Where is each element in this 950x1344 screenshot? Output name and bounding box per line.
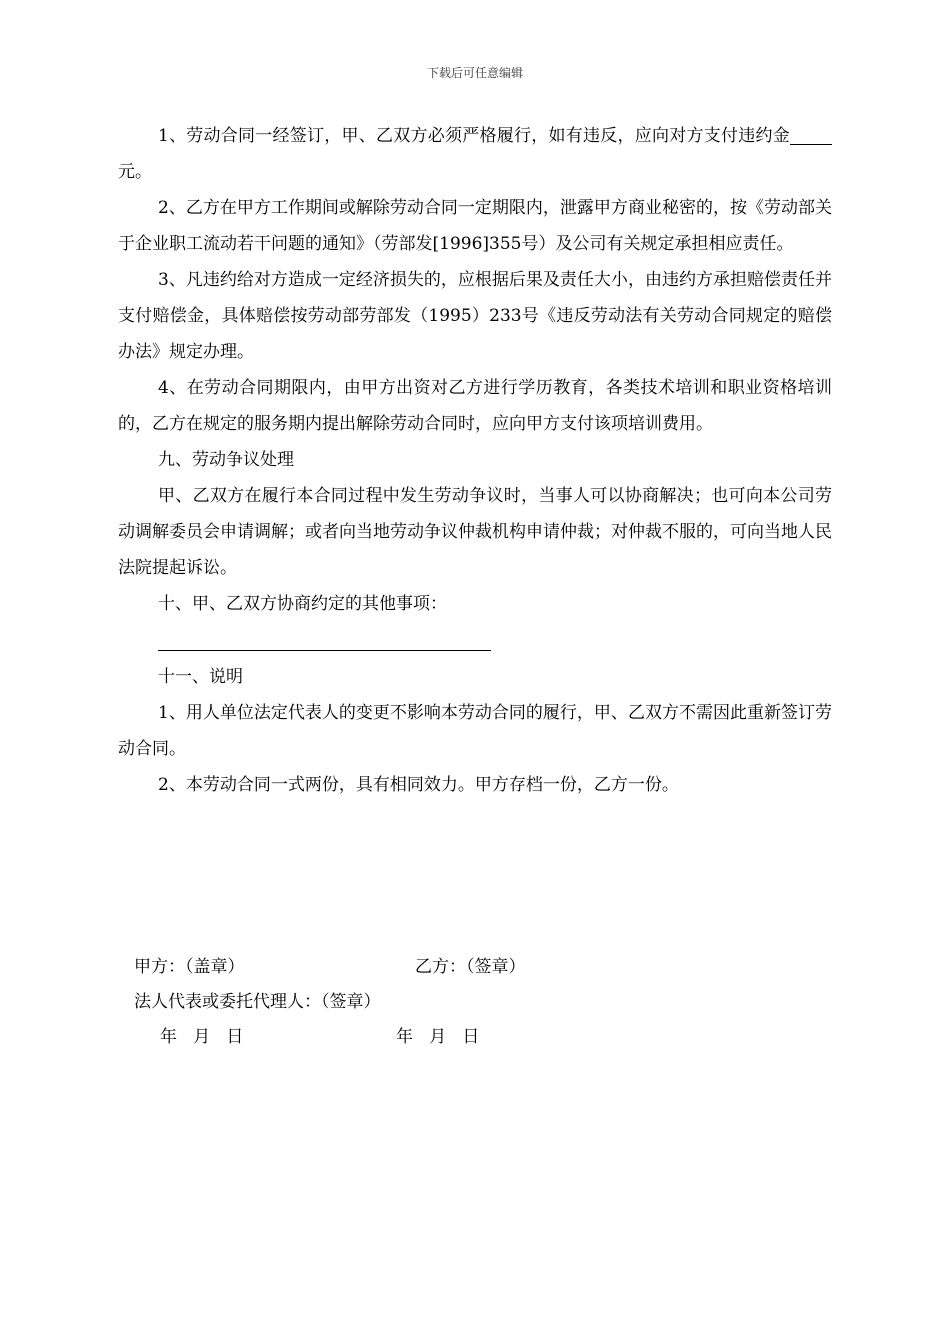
penalty-amount-blank [790, 124, 832, 145]
clause-1 [118, 118, 832, 190]
party-a-date: 年 月 日 [160, 1027, 244, 1047]
other-matters-blank-line [158, 622, 491, 651]
clause-1-suffix: 元。 [118, 162, 152, 182]
party-a-seal: 甲方：（盖章） [134, 957, 245, 977]
legal-representative-signature: 法人代表或委托代理人：（签章） [134, 992, 381, 1012]
section-11-item-2: 2、本劳动合同一式两份，具有相同效力。甲方存档一份，乙方一份。 [158, 775, 679, 795]
clause-2: 2、乙方在甲方工作期间或解除劳动合同一定期限内，泄露甲方商业秘密的，按《劳动部关于企业职工流动若干问题的通知》（劳部发[1996]355号）及公司有关规定承担相应责任。 [118, 198, 832, 254]
clause-4: 4、在劳动合同期限内，由甲方出资对乙方进行学历教育，各类技术培训和职业资格培训的，乙方在规定的服务期内提出解除劳动合同时，应向甲方支付该项培训费用。 [118, 378, 832, 434]
page-header: 下载后可任意编辑 [426, 66, 523, 80]
section-11-item-1: 1、用人单位法定代表人的变更不影响本劳动合同的履行，甲、乙双方不需因此重新签订劳动合同。 [118, 703, 832, 759]
party-b-signature: 乙方：（签章） [415, 957, 526, 977]
clause-1-text: 1、劳动合同一经签订，甲、乙双方必须严格履行，如有违反，应向对方支付违约金 [158, 126, 790, 146]
section-9-body: 甲、乙双方在履行本合同过程中发生劳动争议时，当事人可以协商解决；也可向本公司劳动调解委员会申请调解；或者向当地劳动争议仲裁机构申请仲裁；对仲裁不服的，可向当地人民法院提起诉讼。 [118, 486, 832, 578]
contract-body [118, 118, 832, 803]
section-9-title: 九、劳动争议处理 [158, 450, 294, 470]
clause-3: 3、凡违约给对方造成一定经济损失的，应根据后果及责任大小，由违约方承担赔偿责任并支付赔偿金，具体赔偿按劳动部劳部发（1995）233号《违反劳动法有关劳动合同规定的赔偿办法》规定办理。 [118, 270, 832, 362]
section-10-title: 十、甲、乙双方协商约定的其他事项： [158, 594, 447, 614]
section-11-title: 十一、说明 [158, 667, 243, 687]
party-b-date: 年 月 日 [396, 1027, 480, 1047]
